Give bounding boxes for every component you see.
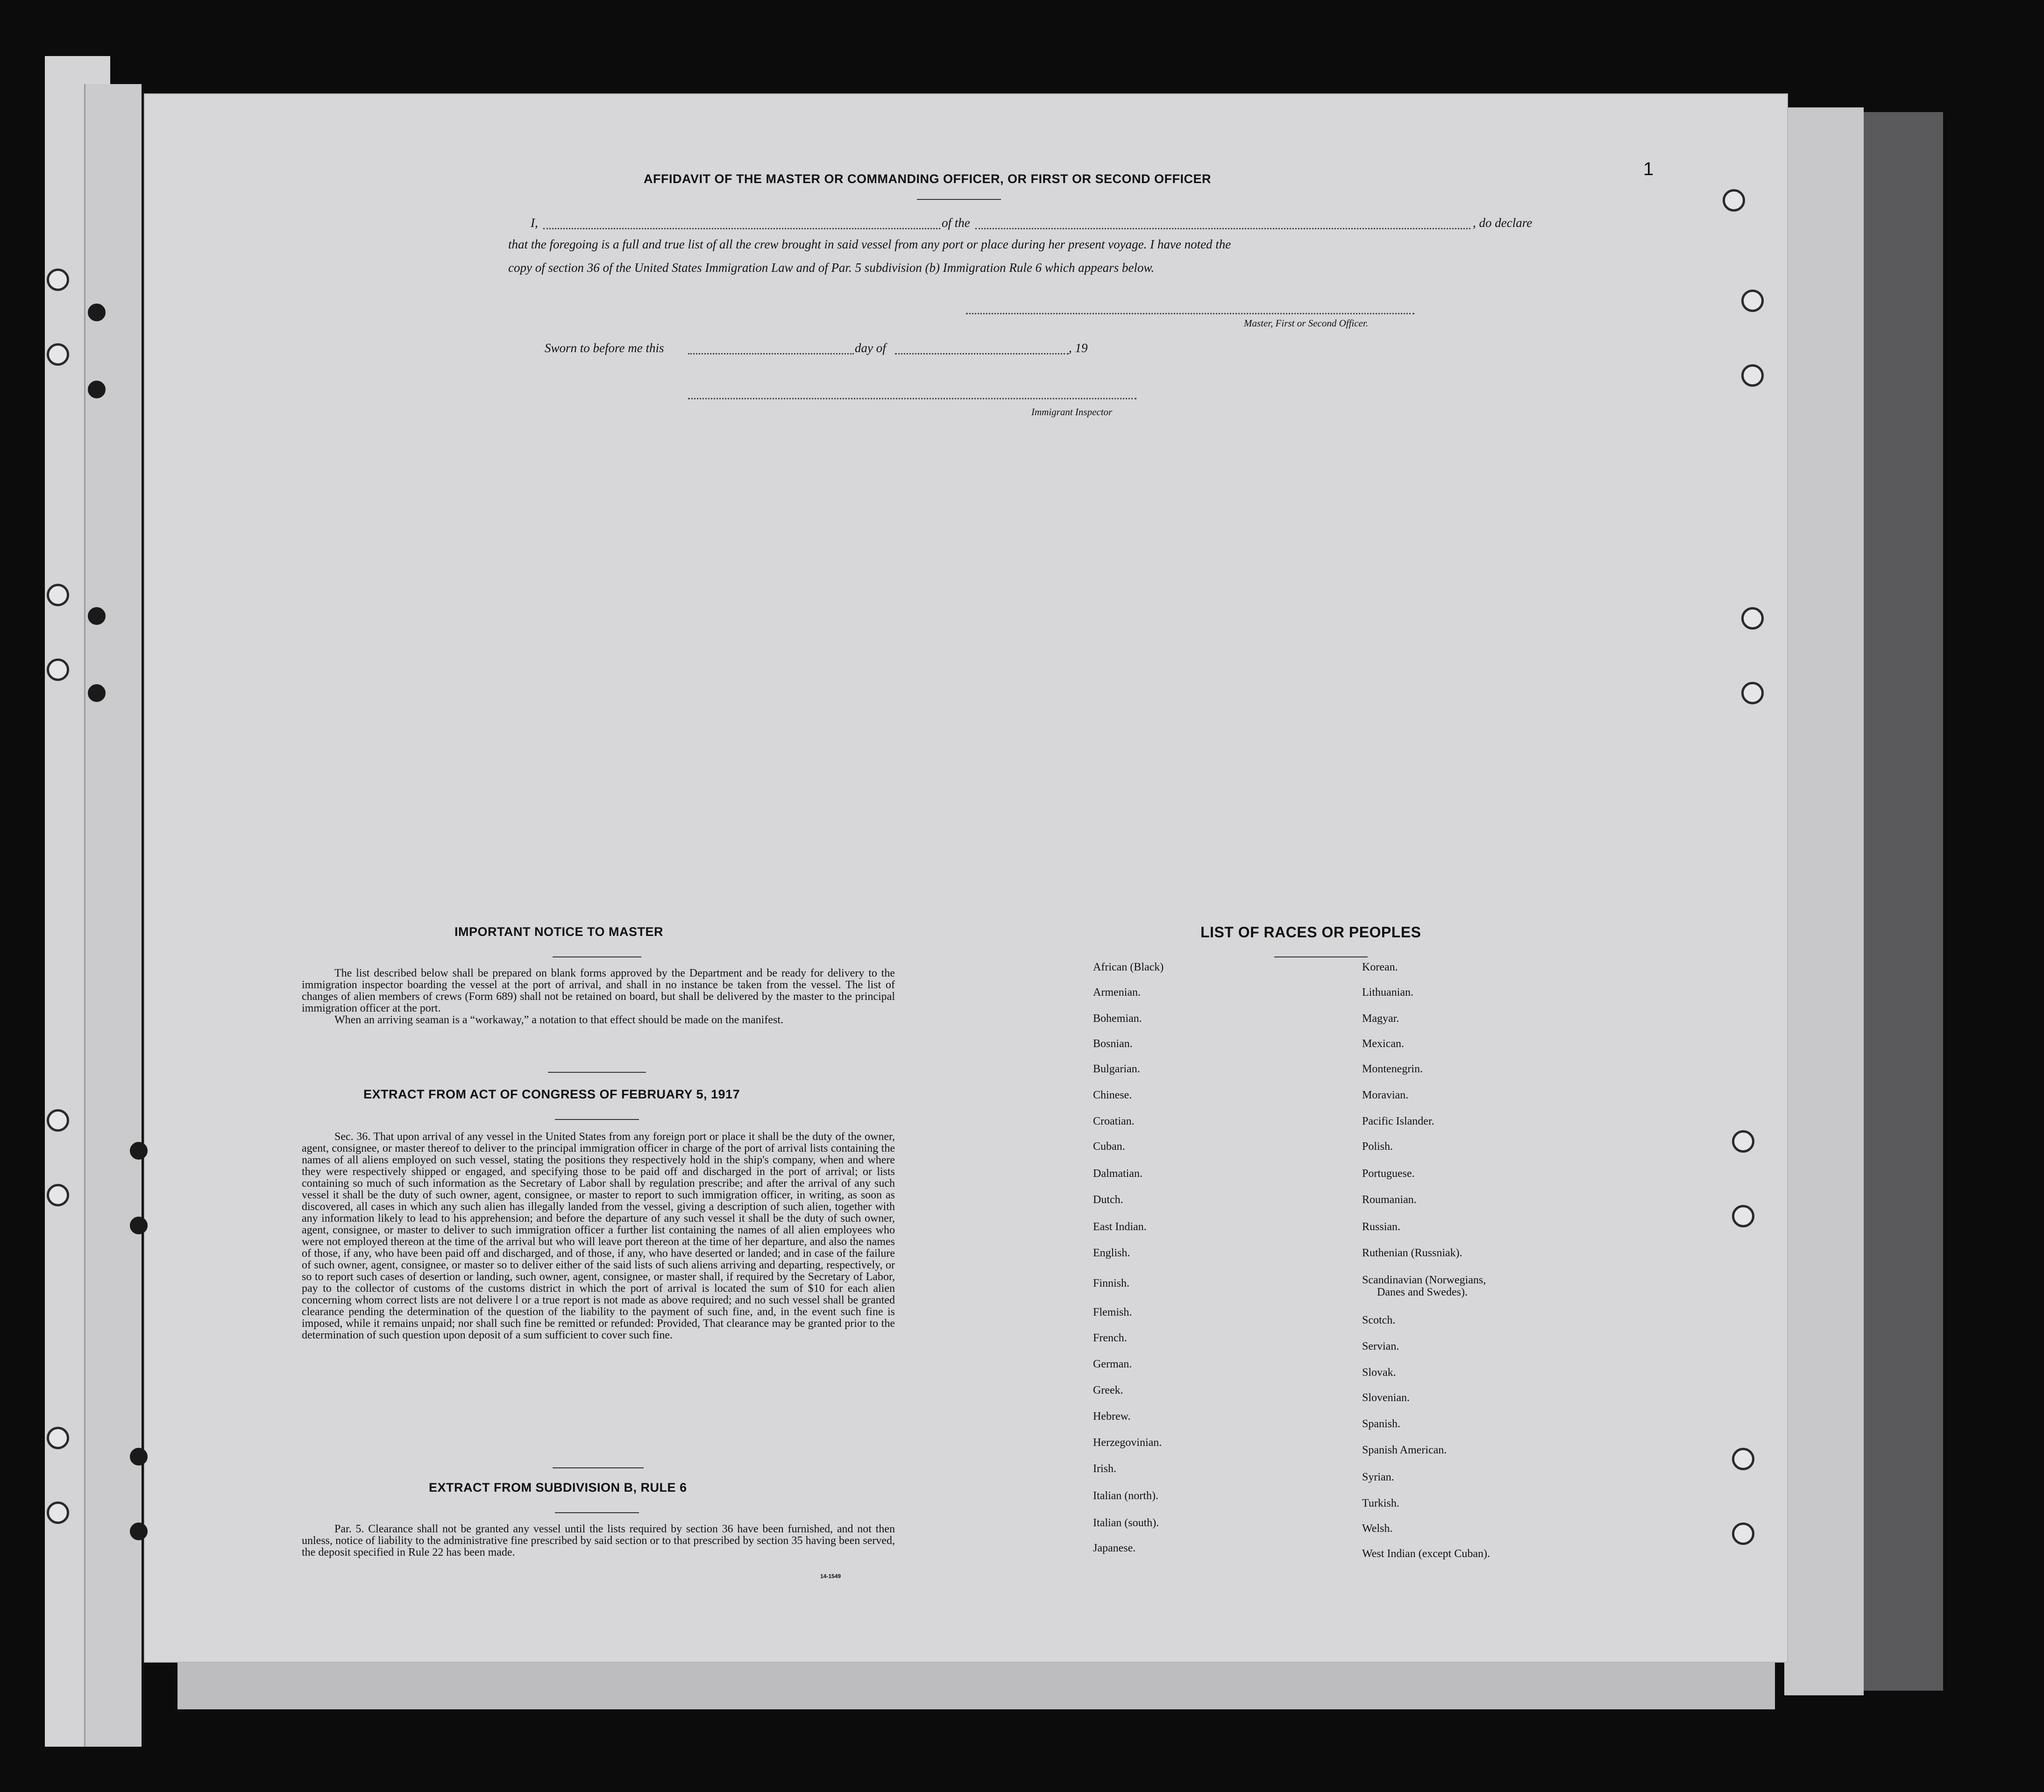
name-blank[interactable] [543,228,940,229]
punch-hole [1732,1448,1754,1470]
punch-hole [1741,364,1764,387]
race-item: German. [1093,1358,1132,1370]
signature-caption: Master, First or Second Officer. [1244,318,1368,329]
affidavit-line-3: copy of section 36 of the United States Immigration Law and of Par. 5 subdivision (b) Immigration Rule 6 which appears below. [508,261,1155,275]
race-item: Mexican. [1362,1038,1404,1050]
sworn-month-blank[interactable] [895,353,1069,354]
race-item: Finnish. [1093,1277,1130,1289]
notice-text [302,968,895,1026]
race-item: Armenian. [1093,986,1141,999]
race-item: Turkish. [1362,1497,1399,1509]
affidavit-line-2: that the foregoing is a full and true list of all the crew brought in said vessel from any port or place during her present voyage. I have noted the [508,237,1231,251]
par-5-paragraph: Par. 5. Clearance shall not be granted any vessel until the lists required by section 36 have been furnished, and not then unless, notice of liability to the administrative fine prescribed by said section or to that prescribed by section 35 having been served, the deposit specified in Rule 22 has been made. [302,1523,895,1558]
divider [1274,956,1368,957]
race-item: Cuban. [1093,1140,1125,1153]
race-item: Italian (north). [1093,1490,1158,1502]
race-item: Portuguese. [1362,1168,1415,1180]
race-item: Croatian. [1093,1115,1135,1127]
punch-hole [47,1502,69,1524]
sworn-day-blank[interactable] [688,353,854,354]
extract-rule-text [302,1523,895,1558]
affidavit-of-the: of the [942,216,970,230]
vessel-blank[interactable] [975,228,1470,229]
punch-hole [88,381,106,398]
race-item: French. [1093,1332,1127,1344]
punch-hole [47,343,69,366]
race-item: Welsh. [1362,1523,1393,1535]
punch-hole [1741,607,1764,630]
divider [555,1119,639,1120]
punch-hole [88,304,106,321]
punch-hole [1723,189,1745,212]
punch-hole [47,1109,69,1132]
race-item: Hebrew. [1093,1410,1131,1423]
punch-hole [1732,1523,1754,1545]
inspector-caption: Immigrant Inspector [1031,406,1113,418]
race-item: Scandinavian (Norwegians, [1362,1274,1486,1286]
affidavit-title: AFFIDAVIT OF THE MASTER OR COMMANDING OFFICER, OR FIRST OR SECOND OFFICER [644,172,1211,186]
punch-hole [47,584,69,606]
race-item: Pacific Islander. [1362,1115,1434,1127]
notice-paragraph-1: The list described below shall be prepared on blank forms approved by the Department and be ready for delivery to the immigration inspector boarding the vessel at the port of arrival, and shall in no instance be taken from the vessel. The list of changes of alien members of crews (Form 689) shall not be retained on board, but shall be delivered by the master to the principal immigration officer at the port. [302,967,895,1014]
race-item: English. [1093,1247,1130,1259]
sworn-year: , 19 [1069,341,1088,355]
extract-rule-title: EXTRACT FROM SUBDIVISION B, RULE 6 [429,1480,687,1495]
race-item: Greek. [1093,1384,1123,1396]
binder-strip-right [1784,107,1864,1695]
binder-strip-left-inner [84,84,142,1747]
sworn-day-of: day of [855,341,886,355]
races-title: LIST OF RACES OR PEOPLES [1200,924,1421,941]
race-item: Slovak. [1362,1367,1396,1379]
punch-hole [47,1184,69,1206]
signature-blank[interactable] [966,313,1414,314]
race-item: Japanese. [1093,1542,1136,1554]
race-item: Polish. [1362,1140,1393,1153]
punch-hole [47,1427,69,1449]
inspector-blank[interactable] [688,398,1136,399]
race-item: Spanish. [1362,1418,1401,1430]
race-item: Syrian. [1362,1471,1394,1483]
race-item: Danes and Swedes). [1377,1286,1468,1298]
race-item: West Indian (except Cuban). [1362,1548,1490,1560]
punch-hole [1741,290,1764,312]
punch-hole [88,684,106,702]
race-item: Bohemian. [1093,1013,1142,1025]
race-item: Ruthenian (Russniak). [1362,1247,1462,1259]
race-item: African (Black) [1093,961,1164,973]
notice-paragraph-2: When an arriving seaman is a “workaway,” a notation to that effect should be made on the manifest. [334,1014,783,1026]
race-item: Montenegrin. [1362,1063,1423,1075]
affidavit-i-label: I, [531,216,538,230]
race-item: Herzegovinian. [1093,1437,1162,1449]
race-item: Flemish. [1093,1306,1132,1318]
punch-hole [47,659,69,681]
punch-hole [130,1523,148,1540]
race-item: Korean. [1362,961,1398,973]
race-item: Chinese. [1093,1089,1132,1101]
punch-hole [130,1142,148,1160]
divider [555,1512,639,1513]
race-item: Bosnian. [1093,1038,1133,1050]
punch-hole [1732,1130,1754,1153]
extract-act-text [302,1131,895,1341]
sworn-label: Sworn to before me this [545,341,664,355]
notice-title: IMPORTANT NOTICE TO MASTER [454,925,663,939]
punch-hole [130,1448,148,1466]
section-36-paragraph: Sec. 36. That upon arrival of any vessel in the United States from any foreign port or place it shall be the duty of the owner, agent, consignee, or master thereof to deliver to the principal immigration officer in charge of the port of arrival lists containing the names of all aliens employed on such vessel, stating the positions they respectively hold in the ship's company, when and where they were respectively shipped or engaged, and specifying those to be paid off and discharged in the port of arrival; or lists containing so much of such information as the Secretary of Labor shall by regulation prescribe; and after the arrival of any such vessel it shall be the duty of such owner, agent, consignee, or master to report to such immigration officer, in writing, as soon as discovered, all cases in which any such alien has illegally landed from the vessel, giving a description of such alien, together with any information likely to lead to his apprehension; and before the departure of any such vessel it shall be the duty of such owner, agent, consignee, or master to deliver to such immigration officer a further list containing the names of all alien employees who were not employed thereon at the time of the arrival but who will leave port thereon at the time of her departure, and also the names of those, if any, who have been paid off and discharged, and of those, if any, who have deserted or landed; and in case of the failure of such owner, agent, consignee, or master so to deliver either of the said lists of such aliens arriving and departing, respectively, or so to report such cases of desertion or landing, such owner, agent, consignee, or master shall, if required by the Secretary of Labor, pay to the collector of customs of the customs district in which the port of arrival is located the sum of $10 for each alien concerning whom correct lists are not delivere l or a true report is not made as above required; and no such vessel shall be granted clearance pending the determination of the question of the liability to the payment of such fine, and, in the event such fine is imposed, while it remains unpaid; nor shall such fine be remitted or refunded: Provided, That clearance may be granted prior to the determination of such question upon deposit of a sum sufficient to cover such fine. [302,1131,895,1341]
affidavit-do-declare: , do declare [1473,216,1533,230]
race-item: East Indian. [1093,1221,1147,1233]
divider [917,199,1001,200]
race-item: Scotch. [1362,1314,1396,1326]
race-item: Slovenian. [1362,1392,1410,1404]
race-item: Magyar. [1362,1013,1399,1025]
race-item: Spanish American. [1362,1444,1447,1456]
race-item: Bulgarian. [1093,1063,1140,1075]
divider [553,1467,644,1468]
punch-hole [47,269,69,291]
race-item: Italian (south). [1093,1517,1159,1529]
form-code: 14-1549 [820,1573,841,1580]
race-item: Irish. [1093,1463,1116,1475]
punch-hole [1732,1205,1754,1227]
corner-mark: 1 [1643,159,1654,179]
race-item: Moravian. [1362,1089,1409,1101]
race-item: Roumanian. [1362,1194,1417,1206]
punch-hole [130,1217,148,1234]
race-item: Russian. [1362,1221,1401,1233]
race-item: Lithuanian. [1362,986,1413,999]
extract-act-title: EXTRACT FROM ACT OF CONGRESS OF FEBRUARY 5, 1917 [363,1087,740,1101]
punch-hole [1741,682,1764,704]
race-item: Dalmatian. [1093,1168,1143,1180]
divider [553,956,641,957]
punch-hole [88,607,106,625]
document-page [144,93,1788,1663]
divider [548,1072,646,1073]
race-item: Servian. [1362,1340,1399,1353]
race-item: Dutch. [1093,1194,1123,1206]
